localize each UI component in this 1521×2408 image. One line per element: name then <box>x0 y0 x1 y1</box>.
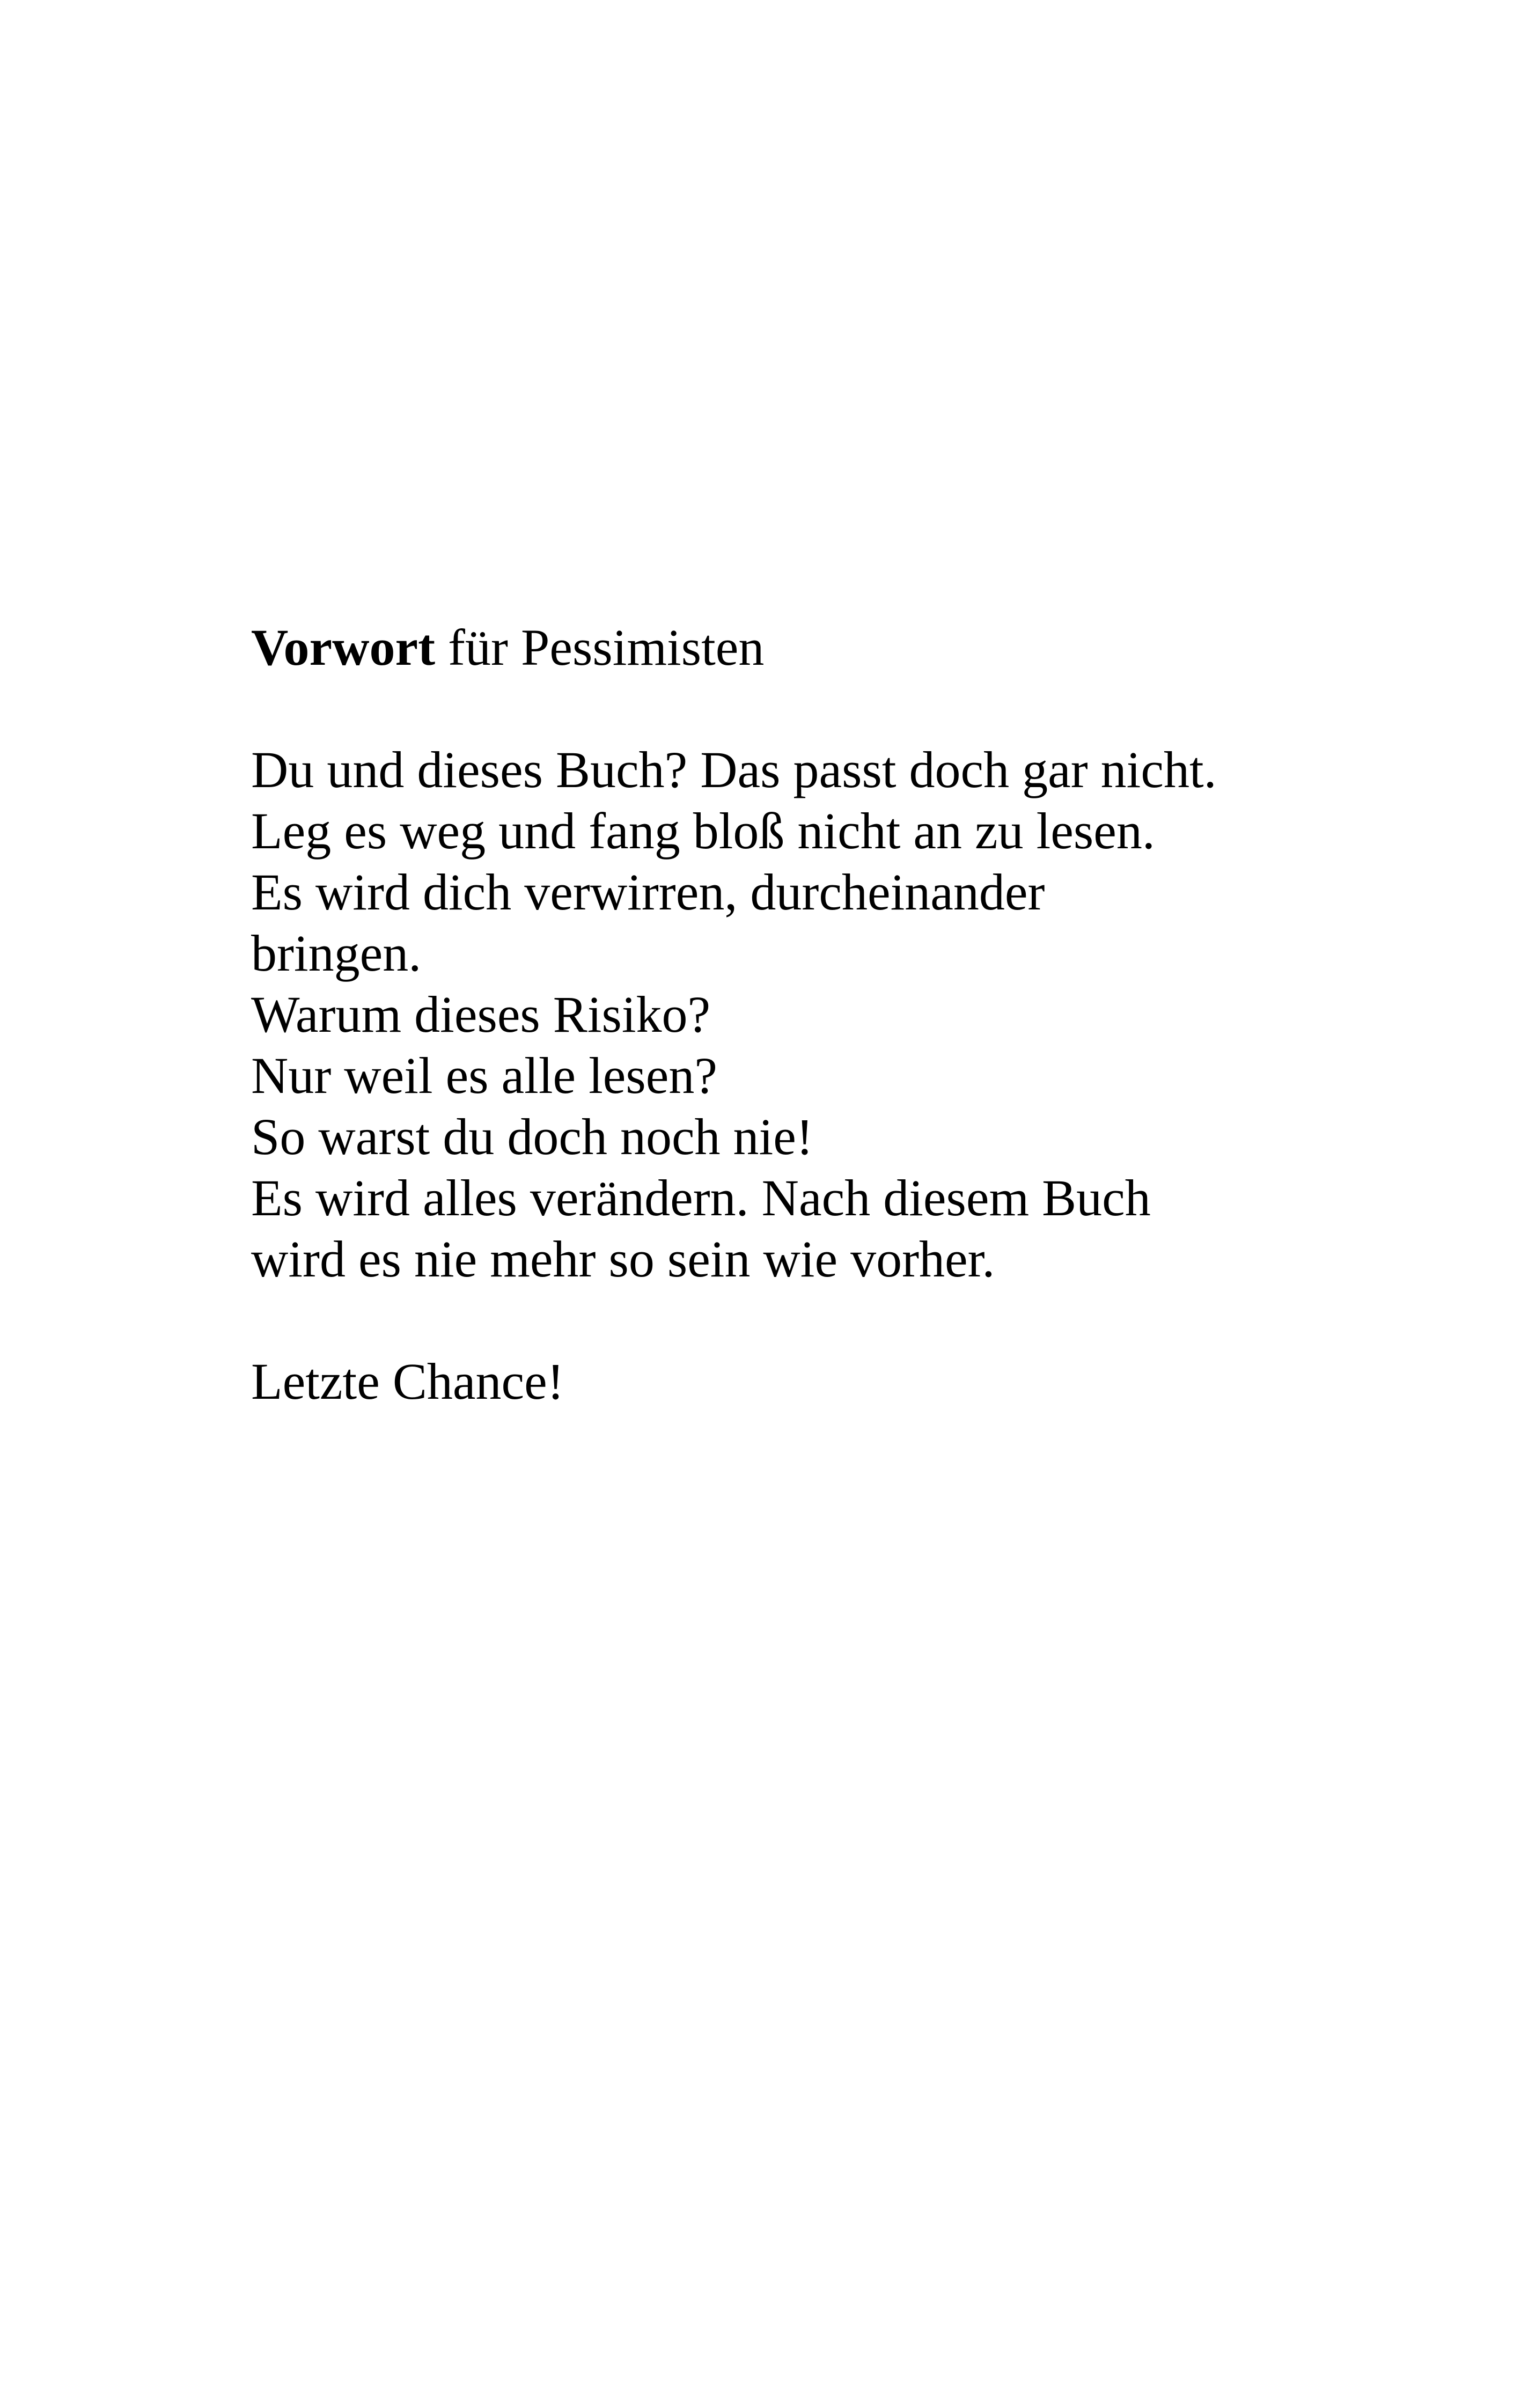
body-line: Leg es weg und fang bloß nicht an zu lesen. <box>251 802 1155 860</box>
preface-text <box>251 617 1378 1412</box>
heading-bold-word: Vorwort <box>251 619 436 676</box>
body-line: wird es nie mehr so sein wie vorher. <box>251 1230 995 1288</box>
body-line: Es wird dich verwirren, durcheinander <box>251 863 1045 921</box>
closing-line: Letzte Chance! <box>251 1353 564 1410</box>
spacer <box>251 1290 1378 1351</box>
preface-heading <box>251 617 1378 678</box>
body-line: bringen. <box>251 924 422 982</box>
body-line: Nur weil es alle lesen? <box>251 1047 717 1104</box>
body-line: Warum dieses Risiko? <box>251 986 711 1043</box>
body-line: Du und dieses Buch? Das passt doch gar nicht. <box>251 741 1217 798</box>
body-line: So warst du doch noch nie! <box>251 1108 813 1165</box>
spacer <box>251 678 1378 739</box>
body-line: Es wird alles verändern. Nach diesem Buch <box>251 1169 1151 1227</box>
heading-rest: für Pessimisten <box>435 619 765 676</box>
